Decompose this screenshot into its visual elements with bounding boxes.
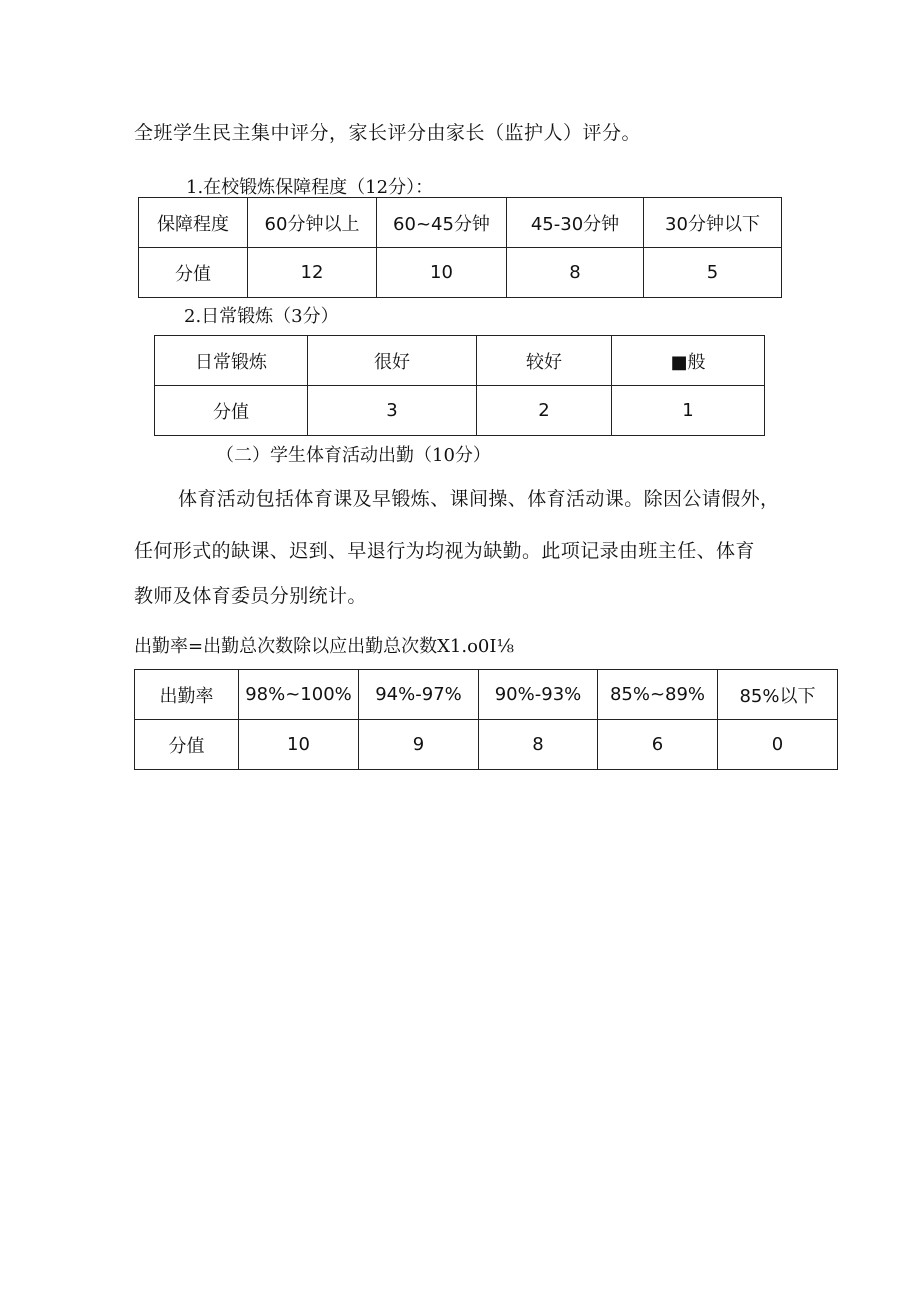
table-cell: 6	[598, 720, 718, 770]
table-cell: 10	[377, 248, 507, 298]
table-header-label: 出勤率	[135, 670, 239, 720]
table-cell: 90%-93%	[479, 670, 598, 720]
table-row-label: 分值	[135, 720, 239, 770]
table-cell: 很好	[308, 336, 477, 386]
table-cell: 85%~89%	[598, 670, 718, 720]
table-cell: 85%以下	[718, 670, 838, 720]
table-cell: 1	[612, 386, 765, 436]
table-cell: 较好	[477, 336, 612, 386]
paragraph-line: 教师及体育委员分别统计。	[134, 585, 367, 607]
intro-line: 全班学生民主集中评分，家长评分由家长（监护人）评分。	[134, 122, 642, 144]
table-cell: 98%~100%	[239, 670, 359, 720]
table-cell: ■般	[612, 336, 765, 386]
daily-exercise-table	[154, 335, 765, 436]
table-cell: 5	[644, 248, 782, 298]
table-cell: 60分钟以上	[248, 198, 377, 248]
table-cell: 94%-97%	[359, 670, 479, 720]
table-cell: 8	[479, 720, 598, 770]
table-header-label: 保障程度	[139, 198, 248, 248]
section2-heading: 2.日常锻炼（3分）	[184, 306, 339, 327]
table-cell: 45-30分钟	[507, 198, 644, 248]
table-cell: 2	[477, 386, 612, 436]
table-cell: 12	[248, 248, 377, 298]
attendance-table	[134, 669, 838, 770]
table-header-label: 日常锻炼	[155, 336, 308, 386]
attendance-formula: 出勤率=出勤总次数除以应出勤总次数X1.o0I⅛	[134, 636, 514, 657]
paragraph-line: 体育活动包括体育课及早锻炼、课间操、体育活动课。除因公请假外，	[178, 488, 780, 510]
paragraph-line: 任何形式的缺课、迟到、早退行为均视为缺勤。此项记录由班主任、体育	[134, 540, 755, 562]
table-cell: 30分钟以下	[644, 198, 782, 248]
section1-heading: 1.在校锻炼保障程度（12分）：	[186, 177, 434, 198]
table-cell: 9	[359, 720, 479, 770]
table-cell: 3	[308, 386, 477, 436]
table-row-label: 分值	[139, 248, 248, 298]
attendance-heading: （二）学生体育活动出勤（10分）	[216, 445, 491, 466]
table-cell: 8	[507, 248, 644, 298]
table-cell: 0	[718, 720, 838, 770]
table-row-label: 分值	[155, 386, 308, 436]
table-cell: 10	[239, 720, 359, 770]
table-cell: 60~45分钟	[377, 198, 507, 248]
guarantee-table	[138, 197, 782, 298]
